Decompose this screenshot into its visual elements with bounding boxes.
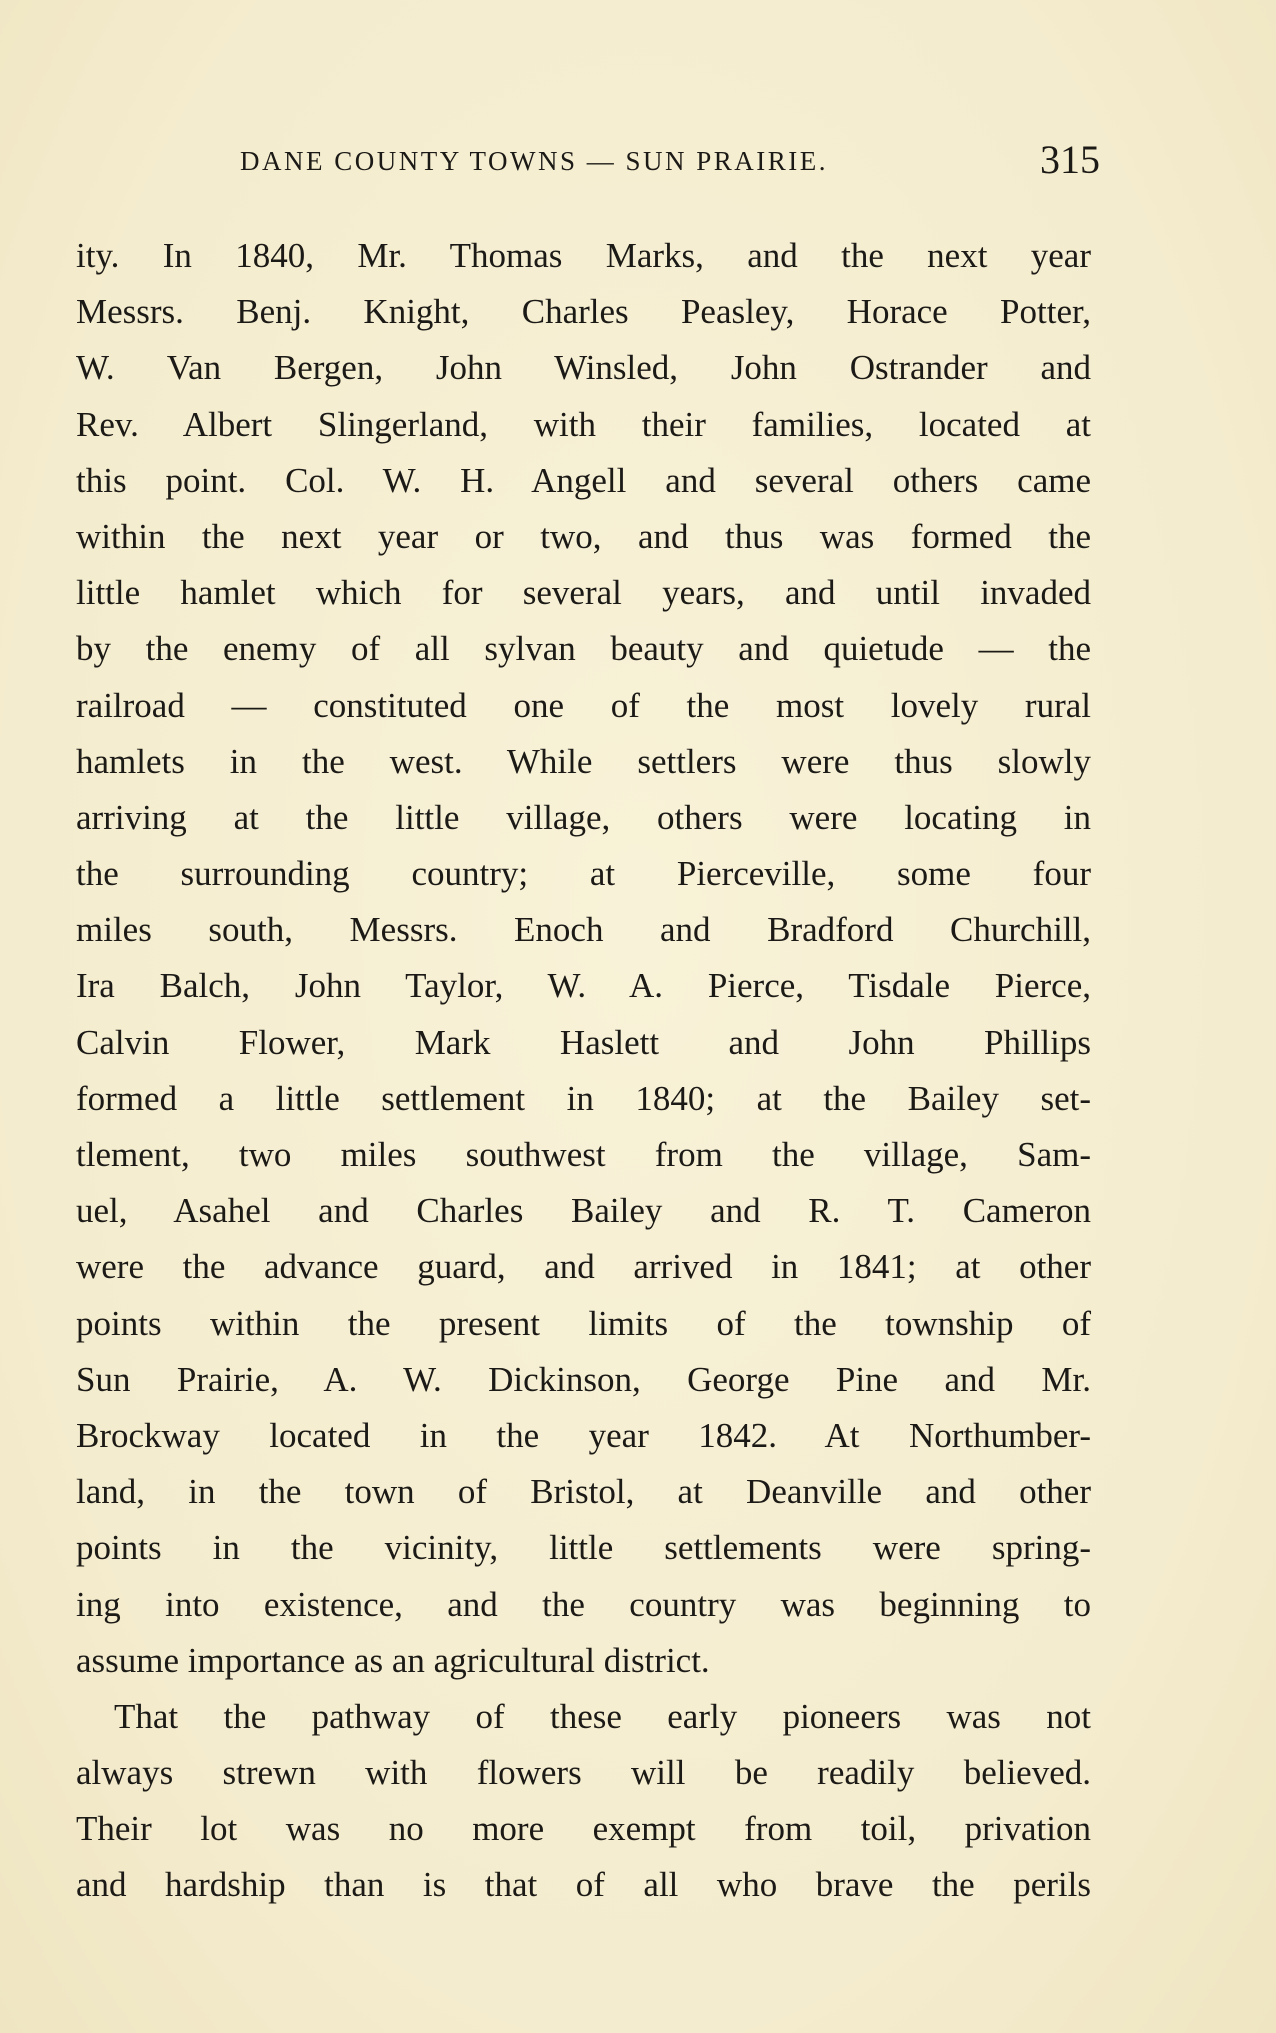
page-number: 315	[1040, 137, 1100, 182]
text-line: within the next year or two, and thus was formed the	[76, 516, 1091, 556]
text-line: W. Van Bergen, John Winsled, John Ostrander and	[76, 348, 1091, 388]
text-line: points in the vicinity, little settlements were spring-	[76, 1528, 1091, 1568]
text-line: ing into existence, and the country was beginning to	[76, 1584, 1091, 1624]
text-line: Ira Balch, John Taylor, W. A. Pierce, Tisdale Pierce,	[76, 966, 1091, 1006]
text-line: land, in the town of Bristol, at Deanville and other	[76, 1472, 1091, 1512]
text-line: Sun Prairie, A. W. Dickinson, George Pine and Mr.	[76, 1359, 1091, 1399]
text-line: Rev. Albert Slingerland, with their families, located at	[76, 404, 1091, 444]
text-line: Messrs. Benj. Knight, Charles Peasley, Horace Potter,	[76, 292, 1091, 332]
text-line: and hardship than is that of all who brave the perils	[76, 1865, 1091, 1905]
text-line: arriving at the little village, others were locating in	[76, 797, 1091, 837]
page-header	[240, 136, 1100, 186]
text-line: That the pathway of these early pioneers was not	[114, 1696, 1091, 1736]
text-line: railroad — constituted one of the most lovely rural	[76, 685, 1091, 725]
text-line: the surrounding country; at Pierceville, some four	[76, 854, 1091, 894]
text-line: miles south, Messrs. Enoch and Bradford Churchill,	[76, 910, 1091, 950]
text-line: formed a little settlement in 1840; at the Bailey set-	[76, 1078, 1091, 1118]
text-line: assume importance as an agricultural district.	[76, 1640, 710, 1680]
text-line: always strewn with flowers will be readily believed.	[76, 1753, 1091, 1793]
text-line: little hamlet which for several years, and until invaded	[76, 573, 1091, 613]
text-line: by the enemy of all sylvan beauty and quietude — the	[76, 629, 1091, 669]
text-line: hamlets in the west. While settlers were thus slowly	[76, 741, 1091, 781]
text-line: ity. In 1840, Mr. Thomas Marks, and the next year	[76, 236, 1091, 275]
text-line: tlement, two miles southwest from the village, Sam-	[76, 1135, 1091, 1174]
text-line: Brockway located in the year 1842. At Northumber-	[76, 1415, 1091, 1455]
running-title: DANE COUNTY TOWNS — SUN PRAIRIE.	[240, 146, 829, 176]
text-line: points within the present limits of the township of	[76, 1303, 1091, 1343]
text-line: Their lot was no more exempt from toil, privation	[76, 1809, 1091, 1849]
text-line: this point. Col. W. H. Angell and several others came	[76, 460, 1091, 500]
text-line: were the advance guard, and arrived in 1841; at other	[76, 1247, 1091, 1287]
text-line: uel, Asahel and Charles Bailey and R. T. Cameron	[76, 1191, 1091, 1231]
text-line: Calvin Flower, Mark Haslett and John Phillips	[76, 1022, 1091, 1062]
body-text	[76, 228, 1091, 1914]
